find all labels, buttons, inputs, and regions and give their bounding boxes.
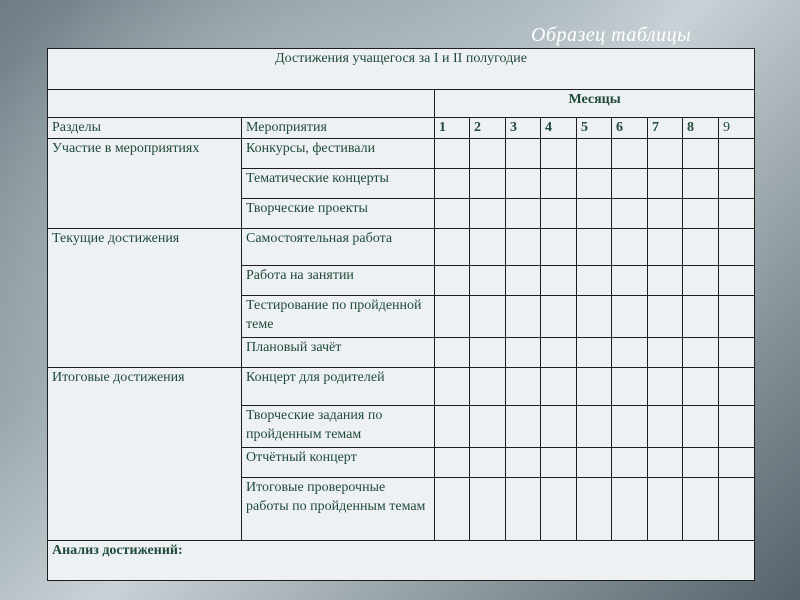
grid-cell[interactable]	[506, 139, 541, 169]
grid-cell[interactable]	[719, 406, 755, 448]
grid-cell[interactable]	[506, 296, 541, 338]
grid-cell[interactable]	[470, 448, 506, 478]
grid-cell[interactable]	[683, 338, 719, 368]
activity-cell: Плановый зачёт	[242, 338, 435, 368]
grid-cell[interactable]	[470, 296, 506, 338]
grid-cell[interactable]	[435, 406, 470, 448]
grid-cell[interactable]	[541, 448, 577, 478]
grid-cell[interactable]	[648, 169, 683, 199]
month-header-6: 6	[612, 118, 648, 139]
col-header-sections: Разделы	[48, 118, 242, 139]
grid-cell[interactable]	[648, 139, 683, 169]
grid-cell[interactable]	[719, 169, 755, 199]
grid-cell[interactable]	[683, 139, 719, 169]
grid-cell[interactable]	[648, 338, 683, 368]
grid-cell[interactable]	[683, 199, 719, 229]
grid-cell[interactable]	[719, 139, 755, 169]
activity-cell: Конкурсы, фестивали	[242, 139, 435, 169]
grid-cell[interactable]	[719, 229, 755, 266]
grid-cell[interactable]	[612, 338, 648, 368]
grid-cell[interactable]	[612, 406, 648, 448]
analysis-cell[interactable]: Анализ достижений:	[48, 541, 755, 581]
grid-cell[interactable]	[541, 139, 577, 169]
month-header-1: 1	[435, 118, 470, 139]
grid-cell[interactable]	[506, 406, 541, 448]
grid-cell[interactable]	[648, 229, 683, 266]
grid-cell[interactable]	[612, 169, 648, 199]
month-header-2: 2	[470, 118, 506, 139]
months-header: Месяцы	[435, 90, 755, 118]
grid-cell[interactable]	[648, 478, 683, 541]
activity-cell: Самостоятельная работа	[242, 229, 435, 266]
grid-cell[interactable]	[470, 169, 506, 199]
grid-cell[interactable]	[541, 368, 577, 406]
grid-cell[interactable]	[612, 448, 648, 478]
grid-cell[interactable]	[470, 406, 506, 448]
grid-cell[interactable]	[683, 478, 719, 541]
grid-cell[interactable]	[683, 169, 719, 199]
grid-cell[interactable]	[683, 368, 719, 406]
activity-cell: Итоговые проверочные работы по пройденным темам	[242, 478, 435, 541]
grid-cell[interactable]	[719, 448, 755, 478]
grid-cell[interactable]	[435, 368, 470, 406]
grid-cell[interactable]	[470, 139, 506, 169]
activity-cell: Творческие задания по пройденным темам	[242, 406, 435, 448]
grid-cell[interactable]	[719, 478, 755, 541]
table-caption: Достижения учащегося за I и II полугодие	[48, 49, 755, 90]
grid-cell[interactable]	[719, 296, 755, 338]
grid-cell[interactable]	[612, 199, 648, 229]
grid-cell[interactable]	[683, 296, 719, 338]
grid-cell[interactable]	[577, 266, 612, 296]
grid-cell[interactable]	[541, 199, 577, 229]
grid-cell[interactable]	[435, 229, 470, 266]
month-header-5: 5	[577, 118, 612, 139]
grid-cell[interactable]	[435, 478, 470, 541]
empty-header-cell	[48, 90, 435, 118]
grid-cell[interactable]	[435, 199, 470, 229]
grid-cell[interactable]	[470, 338, 506, 368]
grid-cell[interactable]	[683, 448, 719, 478]
month-header-9: 9	[719, 118, 755, 139]
activity-cell: Работа на занятии	[242, 266, 435, 296]
grid-cell[interactable]	[648, 199, 683, 229]
grid-cell[interactable]	[541, 266, 577, 296]
grid-cell[interactable]	[577, 478, 612, 541]
grid-cell[interactable]	[435, 266, 470, 296]
grid-cell[interactable]	[577, 139, 612, 169]
col-header-activities: Мероприятия	[242, 118, 435, 139]
grid-cell[interactable]	[612, 478, 648, 541]
grid-cell[interactable]	[435, 296, 470, 338]
section-current: Текущие достижения	[48, 229, 242, 368]
grid-cell[interactable]	[435, 448, 470, 478]
grid-cell[interactable]	[470, 266, 506, 296]
month-header-8: 8	[683, 118, 719, 139]
grid-cell[interactable]	[577, 368, 612, 406]
grid-cell[interactable]	[719, 338, 755, 368]
grid-cell[interactable]	[541, 169, 577, 199]
grid-cell[interactable]	[683, 229, 719, 266]
grid-cell[interactable]	[470, 199, 506, 229]
grid-cell[interactable]	[577, 338, 612, 368]
grid-cell[interactable]	[577, 296, 612, 338]
grid-cell[interactable]	[612, 229, 648, 266]
grid-cell[interactable]	[506, 199, 541, 229]
grid-cell[interactable]	[506, 368, 541, 406]
grid-cell[interactable]	[577, 406, 612, 448]
grid-cell[interactable]	[612, 296, 648, 338]
grid-cell[interactable]	[470, 478, 506, 541]
grid-cell[interactable]	[683, 266, 719, 296]
grid-cell[interactable]	[470, 229, 506, 266]
grid-cell[interactable]	[506, 169, 541, 199]
grid-cell[interactable]	[719, 266, 755, 296]
grid-cell[interactable]	[435, 169, 470, 199]
activity-cell: Тестирование по пройденной теме	[242, 296, 435, 338]
section-participation: Участие в мероприятиях	[48, 139, 242, 229]
grid-cell[interactable]	[506, 338, 541, 368]
grid-cell[interactable]	[470, 368, 506, 406]
grid-cell[interactable]	[435, 139, 470, 169]
grid-cell[interactable]	[612, 368, 648, 406]
grid-cell[interactable]	[719, 368, 755, 406]
grid-cell[interactable]	[648, 448, 683, 478]
grid-cell[interactable]	[648, 266, 683, 296]
grid-cell[interactable]	[577, 229, 612, 266]
grid-cell[interactable]	[506, 266, 541, 296]
activity-cell: Творческие проекты	[242, 199, 435, 229]
grid-cell[interactable]	[648, 368, 683, 406]
grid-cell[interactable]	[506, 478, 541, 541]
grid-cell[interactable]	[577, 199, 612, 229]
achievements-table	[47, 48, 755, 581]
activity-cell: Тематические концерты	[242, 169, 435, 199]
grid-cell[interactable]	[612, 266, 648, 296]
grid-cell[interactable]	[683, 406, 719, 448]
grid-cell[interactable]	[577, 448, 612, 478]
grid-cell[interactable]	[435, 338, 470, 368]
table-row	[48, 139, 755, 169]
grid-cell[interactable]	[577, 169, 612, 199]
grid-cell[interactable]	[719, 199, 755, 229]
section-final: Итоговые достижения	[48, 368, 242, 541]
grid-cell[interactable]	[506, 448, 541, 478]
grid-cell[interactable]	[541, 338, 577, 368]
month-header-4: 4	[541, 118, 577, 139]
slide-title: Образец таблицы	[531, 24, 692, 46]
table-row	[48, 229, 755, 266]
grid-cell[interactable]	[506, 229, 541, 266]
month-header-7: 7	[648, 118, 683, 139]
month-header-3: 3	[506, 118, 541, 139]
grid-cell[interactable]	[541, 478, 577, 541]
grid-cell[interactable]	[612, 139, 648, 169]
grid-cell[interactable]	[648, 406, 683, 448]
activity-cell: Отчётный концерт	[242, 448, 435, 478]
grid-cell[interactable]	[541, 229, 577, 266]
table-row	[48, 368, 755, 406]
activity-cell: Концерт для родителей	[242, 368, 435, 406]
grid-cell[interactable]	[541, 406, 577, 448]
grid-cell[interactable]	[648, 296, 683, 338]
grid-cell[interactable]	[541, 296, 577, 338]
